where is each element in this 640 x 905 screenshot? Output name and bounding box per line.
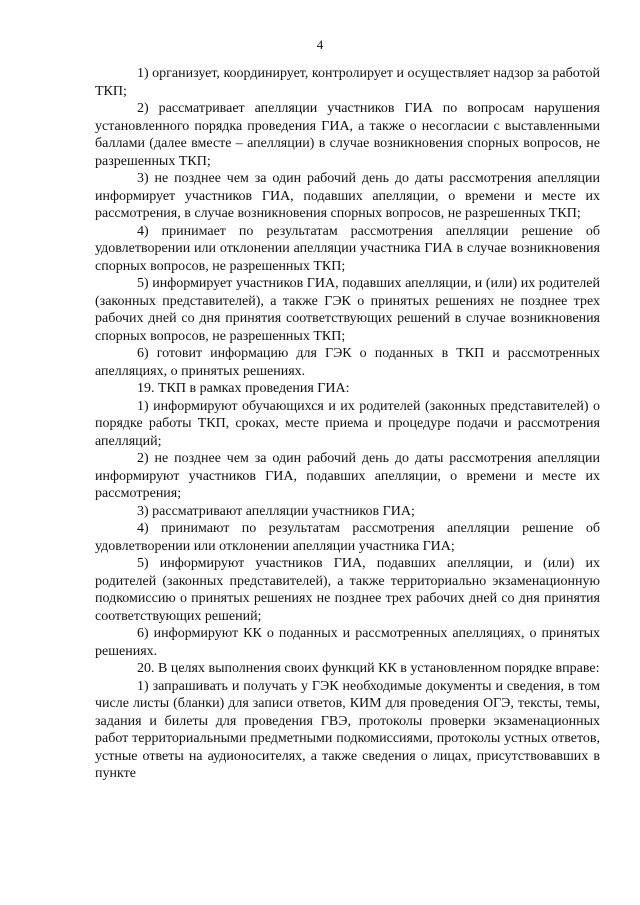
paragraph-20-1: 1) запрашивать и получать у ГЭК необходимые документы и сведения, в том числе листы (бланки) для записи ответов, КИМ для проведения ОГЭ, тексты, темы, задания и билеты для проведения ГВЭ, протоколы проверки экзаменационных работ территориальными предметными подкомиссиями, протоколы устных ответов, устные ответы на аудионосителях, а также сведения о лицах, присутствовавших в пункте <box>95 678 600 781</box>
paragraph-18-6: 6) готовит информацию для ГЭК о поданных в ТКП и рассмотренных апелляциях, о принятых решениях. <box>95 346 600 379</box>
paragraph-19-4: 4) принимают по результатам рассмотрения апелляции решение об удовлетворении или отклонении апелляции участника ГИА; <box>95 521 600 554</box>
section-19-heading: 19. ТКП в рамках проведения ГИА: <box>137 381 350 396</box>
paragraph-19-1: 1) информируют обучающихся и их родителей (законных представителей) о порядке работы ТКП, сроках, месте приема и процедуре подачи и рассмотрения апелляций; <box>95 398 600 449</box>
paragraph-19-6: 6) информируют КК о поданных и рассмотренных апелляциях, о принятых решениях. <box>95 626 600 659</box>
paragraph-19-3: 3) рассматривают апелляции участников ГИА; <box>137 503 415 519</box>
page-number: 4 <box>316 37 324 52</box>
section-20-heading: 20. В целях выполнения своих функций КК в установленном порядке вправе: <box>137 661 600 676</box>
document-body <box>95 65 600 783</box>
paragraph-18-4: 4) принимает по результатам рассмотрения апелляции решение об удовлетворении или отклонении апелляции участника ГИА в случае возникновения спорных вопросов, не разрешенных ТКП; <box>95 223 600 274</box>
paragraph-19-5: 5) информируют участников ГИА, подавших апелляции, и (или) их родителей (законных представителей), а также территориально экзаменационную подкомиссию о принятых решениях не позднее трех рабочих дней со дня принятия соответствующих решений; <box>95 556 600 624</box>
paragraph-19-2: 2) не позднее чем за один рабочий день до даты рассмотрения апелляции информируют участников ГИА, подавших апелляции, о времени и месте их рассмотрения; <box>95 451 600 501</box>
paragraph-18-2: 2) рассматривает апелляции участников ГИА по вопросам нарушения установленного порядка проведения ГИА, а также о несогласии с выставленными баллами (далее вместе – апелляции) в случае возникновения спорных вопросов, не разрешенных ТКП; <box>95 101 600 169</box>
paragraph-18-1: 1) организует, координирует, контролирует и осуществляет надзор за работой ТКП; <box>95 66 600 99</box>
paragraph-18-5: 5) информирует участников ГИА, подавших апелляции, и (или) их родителей (законных представителей), а также ГЭК о принятых решениях не позднее трех рабочих дней со дня принятия соответствующих решений в случае возникновения спорных вопросов, не разрешенных ТКП; <box>95 276 600 344</box>
paragraph-18-3: 3) не позднее чем за один рабочий день до даты рассмотрения апелляции информирует участников ГИА, подавших апелляции, о времени и месте их рассмотрения, в случае возникновения спорных вопросов, не разрешенных ТКП; <box>95 171 600 221</box>
